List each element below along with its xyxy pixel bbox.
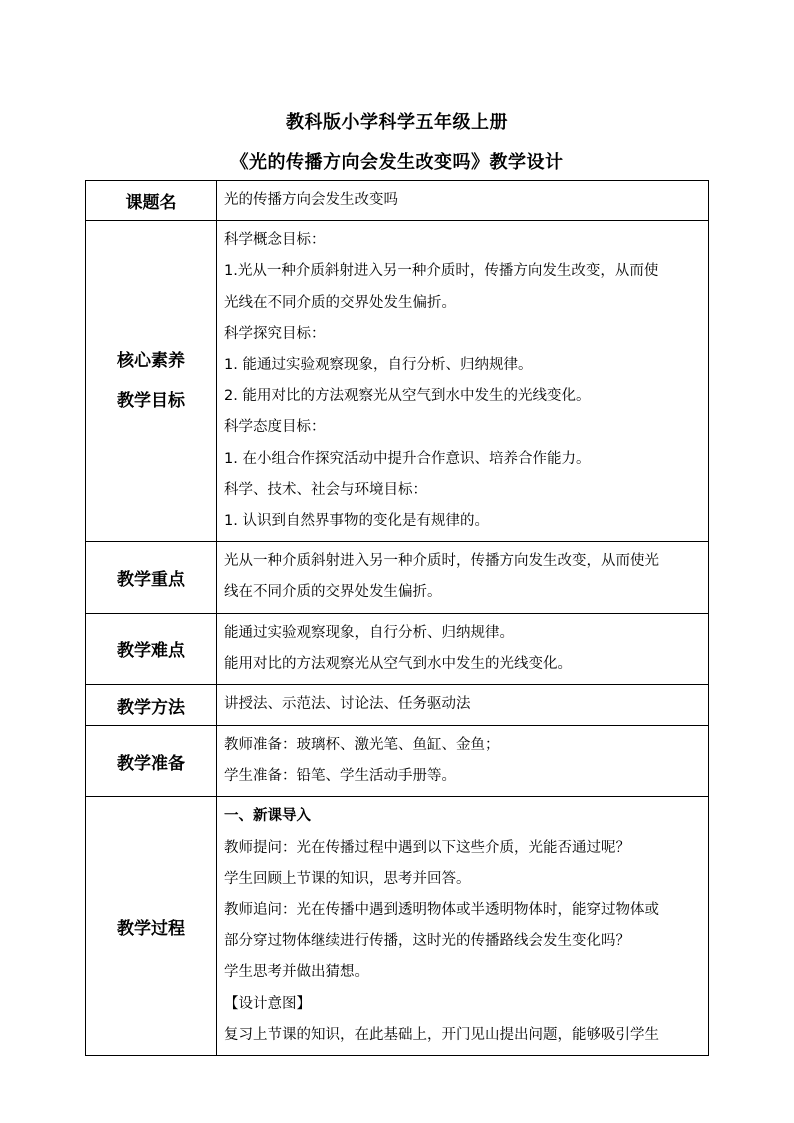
process-line: 部分穿过物体继续进行传播，这时光的传播路线会发生变化吗？: [224, 933, 630, 950]
process-line: 教师追问：光在传播中遇到透明物体或半透明物体时，能穿过物体或: [224, 902, 659, 919]
topic-value: [217, 181, 709, 221]
process-line: 教师提问：光在传播过程中遇到以下这些介质，光能否通过呢？: [224, 839, 630, 856]
table-row-key-points: [86, 542, 709, 613]
key-points-label: 教学重点: [86, 542, 217, 613]
difficulties-line: 能通过实验观察现象，自行分析、归纳规律。: [224, 624, 514, 641]
lesson-plan-table: [85, 180, 709, 1056]
goals-line: 1. 认识到自然界事物的变化是有规律的。: [224, 513, 489, 530]
process-line: 复习上节课的知识，在此基础上，开门见山提出问题，能够吸引学生: [224, 1026, 659, 1043]
goals-label-line-2: 教学目标: [117, 391, 185, 412]
key-points-line: 线在不同介质的交界处发生偏折。: [224, 584, 442, 601]
preparation-line: 学生准备：铅笔、学生活动手册等。: [224, 768, 456, 785]
methods-text: 讲授法、示范法、讨论法、任务驱动法: [224, 696, 471, 713]
preparation-label: 教学准备: [86, 726, 217, 797]
goals-label: [86, 221, 217, 542]
difficulties-label: 教学难点: [86, 613, 217, 684]
goals-content: [217, 221, 709, 542]
goals-line: 科学、技术、社会与环境目标：: [224, 481, 427, 498]
preparation-content: [217, 726, 709, 797]
goals-line: 光线在不同介质的交界处发生偏折。: [224, 294, 456, 311]
methods-label: 教学方法: [86, 685, 217, 726]
goals-label-line-1: 核心素养: [117, 351, 185, 372]
goals-line: 2. 能用对比的方法观察光从空气到水中发生的光线变化。: [224, 388, 591, 405]
process-line: 学生思考并做出猜想。: [224, 964, 369, 981]
key-points-content: [217, 542, 709, 613]
process-heading: 一、新课导入: [224, 808, 311, 825]
process-label: 教学过程: [86, 797, 217, 1056]
goals-line: 科学概念目标：: [224, 232, 326, 249]
difficulties-line: 能用对比的方法观察光从空气到水中发生的光线变化。: [224, 655, 572, 672]
table-row-goals: [86, 221, 709, 542]
preparation-line: 教师准备：玻璃杯、激光笔、鱼缸、金鱼；: [224, 737, 500, 754]
table-row-difficulties: [86, 613, 709, 684]
difficulties-content: [217, 613, 709, 684]
table-row-process: [86, 797, 709, 1056]
process-content: [217, 797, 709, 1056]
goals-line: 1. 在小组合作探究活动中提升合作意识、培养合作能力。: [224, 450, 591, 467]
process-line: 学生回顾上节课的知识，思考并回答。: [224, 870, 471, 887]
topic-label: 课题名: [86, 181, 217, 221]
goals-line: 科学探究目标：: [224, 325, 326, 342]
methods-content: [217, 685, 709, 726]
key-points-line: 光从一种介质斜射进入另一种介质时，传播方向发生改变，从而使光: [224, 553, 659, 570]
table-row-topic: [86, 181, 709, 221]
goals-line: 1.光从一种介质斜射进入另一种介质时，传播方向发生改变，从而使: [224, 263, 659, 280]
goals-line: 1. 能通过实验观察现象，自行分析、归纳规律。: [224, 357, 533, 374]
process-line: 【设计意图】: [224, 995, 311, 1012]
table-row-preparation: [86, 726, 709, 797]
document-subtitle: 《光的传播方向会发生改变吗》教学设计: [230, 152, 564, 173]
goals-line: 科学态度目标：: [224, 419, 326, 436]
topic-text: 光的传播方向会发生改变吗: [224, 192, 398, 208]
document-title: 教科版小学科学五年级上册: [286, 112, 508, 133]
table-row-methods: [86, 685, 709, 726]
